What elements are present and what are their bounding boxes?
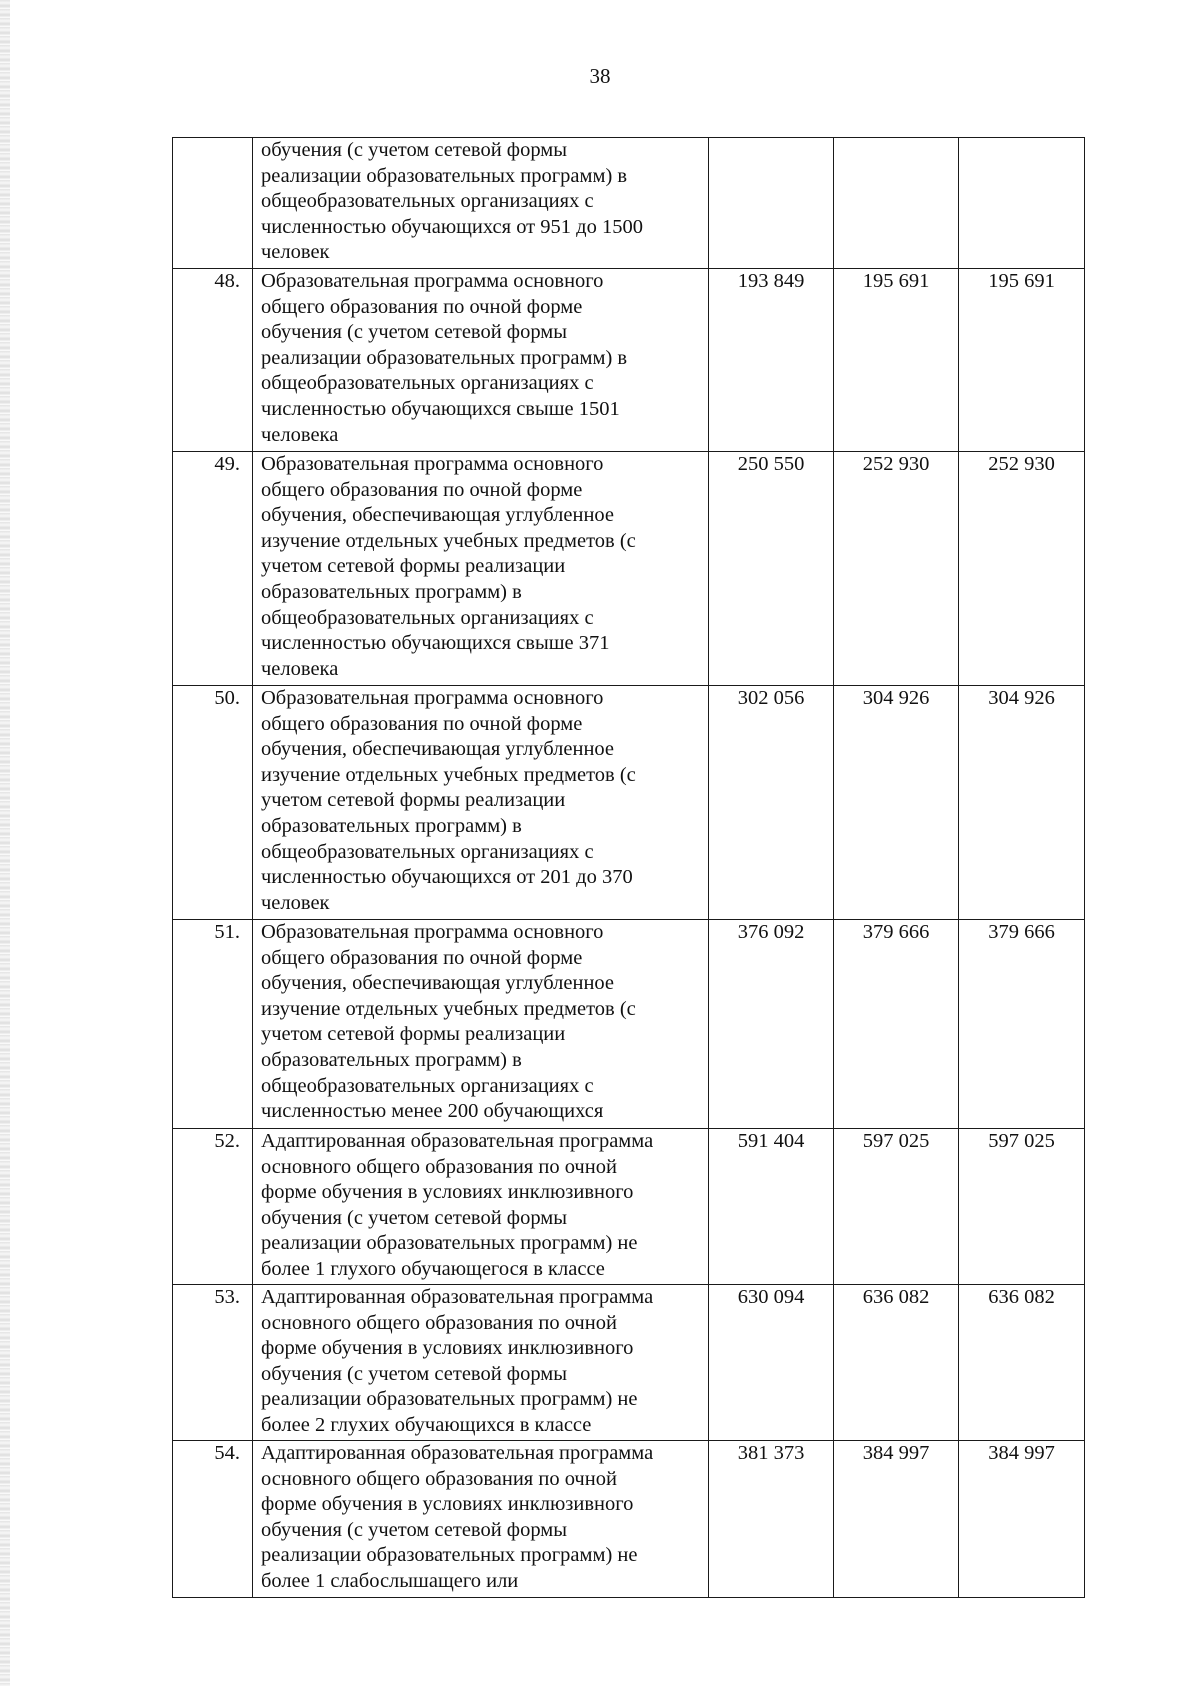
value-col-3 [959, 138, 1085, 269]
value-col-2: 252 930 [834, 452, 959, 686]
table-row [173, 1129, 1085, 1285]
value-col-2: 597 025 [834, 1129, 959, 1285]
row-number: 51. [173, 920, 253, 1129]
program-description: Адаптированная образовательная программа основного общего образования по очной форме обучения в условиях инклюзивного обучения (с учетом сетевой формы реализации образовательных программ) не более 1 глухого обучающегося в классе [253, 1129, 709, 1285]
row-number: 53. [173, 1285, 253, 1441]
value-col-1: 193 849 [709, 269, 834, 452]
value-col-1 [709, 138, 834, 269]
program-description: Образовательная программа основного общего образования по очной форме обучения (с учетом сетевой формы реализации образовательных программ) в общеобразовательных организациях с численностью обучающихся свыше 1501 человека [253, 269, 709, 452]
value-col-2 [834, 138, 959, 269]
value-col-3: 304 926 [959, 686, 1085, 920]
scan-edge [0, 0, 10, 1686]
value-col-2: 195 691 [834, 269, 959, 452]
row-number: 52. [173, 1129, 253, 1285]
program-description: Адаптированная образовательная программа основного общего образования по очной форме обучения в условиях инклюзивного обучения (с учетом сетевой формы реализации образовательных программ) не более 1 слабослышащего или [253, 1441, 709, 1598]
table-row [173, 686, 1085, 920]
table-row [173, 269, 1085, 452]
row-number: 54. [173, 1441, 253, 1598]
table-row [173, 138, 1085, 269]
page-number: 38 [589, 64, 611, 88]
value-col-3: 195 691 [959, 269, 1085, 452]
value-col-1: 591 404 [709, 1129, 834, 1285]
value-col-1: 630 094 [709, 1285, 834, 1441]
table-row [173, 452, 1085, 686]
value-col-2: 384 997 [834, 1441, 959, 1598]
value-col-3: 379 666 [959, 920, 1085, 1129]
value-col-1: 250 550 [709, 452, 834, 686]
row-number: 49. [173, 452, 253, 686]
value-col-3: 597 025 [959, 1129, 1085, 1285]
value-col-1: 381 373 [709, 1441, 834, 1598]
table-row [173, 1285, 1085, 1441]
value-col-1: 376 092 [709, 920, 834, 1129]
value-col-2: 379 666 [834, 920, 959, 1129]
program-description: Адаптированная образовательная программа основного общего образования по очной форме обучения в условиях инклюзивного обучения (с учетом сетевой формы реализации образовательных программ) не более 2 глухих обучающихся в классе [253, 1285, 709, 1441]
row-number: 50. [173, 686, 253, 920]
row-number [173, 138, 253, 269]
table-row [173, 1441, 1085, 1598]
program-description: Образовательная программа основного общего образования по очной форме обучения, обеспечивающая углубленное изучение отдельных учебных предметов (с учетом сетевой формы реализации образовательных программ) в общеобразовательных организациях с численностью обучающихся свыше 371 человека [253, 452, 709, 686]
value-col-1: 302 056 [709, 686, 834, 920]
standards-table [172, 137, 1085, 1598]
table-row [173, 920, 1085, 1129]
value-col-3: 384 997 [959, 1441, 1085, 1598]
value-col-2: 304 926 [834, 686, 959, 920]
program-description: Образовательная программа основного общего образования по очной форме обучения, обеспечивающая углубленное изучение отдельных учебных предметов (с учетом сетевой формы реализации образовательных программ) в общеобразовательных организациях с численностью обучающихся от 201 до 370 человек [253, 686, 709, 920]
row-number: 48. [173, 269, 253, 452]
program-description: Образовательная программа основного общего образования по очной форме обучения, обеспечивающая углубленное изучение отдельных учебных предметов (с учетом сетевой формы реализации образовательных программ) в общеобразовательных организациях с численностью менее 200 обучающихся [253, 920, 709, 1129]
value-col-2: 636 082 [834, 1285, 959, 1441]
value-col-3: 636 082 [959, 1285, 1085, 1441]
value-col-3: 252 930 [959, 452, 1085, 686]
program-description: обучения (с учетом сетевой формы реализации образовательных программ) в общеобразовательных организациях с численностью обучающихся от 951 до 1500 человек [253, 138, 709, 269]
